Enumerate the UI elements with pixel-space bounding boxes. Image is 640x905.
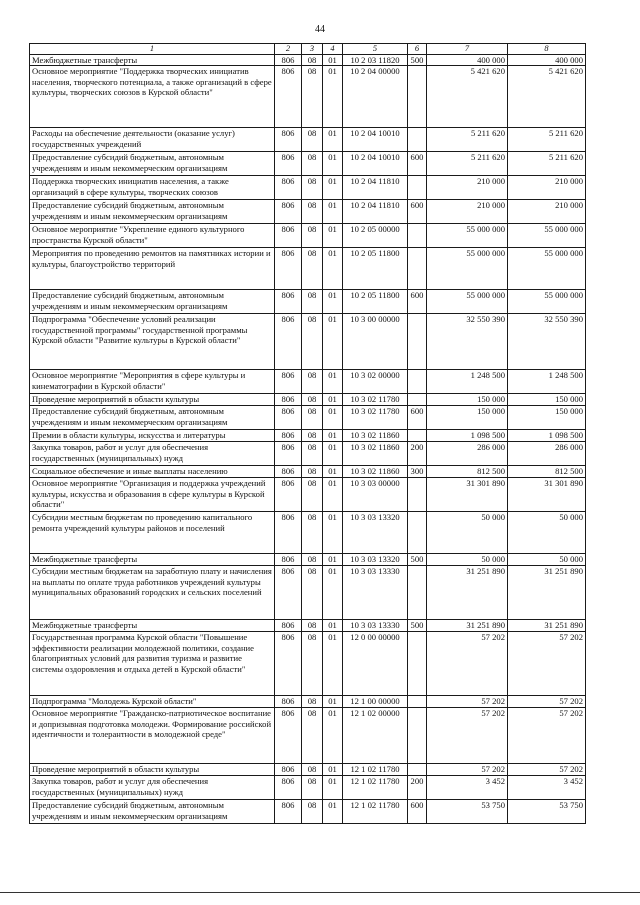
cell-expense-type: [408, 764, 427, 776]
page-number: 44: [315, 24, 325, 35]
cell-ministry-code: 806: [275, 554, 302, 566]
cell-name: Предоставление субсидий бюджетным, автономным учреждениям и иным некоммерческим организациям: [30, 800, 275, 824]
cell-target-article: 10 2 04 11810: [343, 176, 408, 200]
cell-amount-year1: 1 248 500: [427, 370, 508, 394]
cell-expense-type: [408, 66, 427, 128]
cell-amount-year1: 55 000 000: [427, 224, 508, 248]
cell-subsection: 01: [323, 800, 343, 824]
table-row: [30, 200, 586, 224]
cell-expense-type: 600: [408, 406, 427, 430]
cell-name: Подпрограмма "Молодежь Курской области": [30, 696, 275, 708]
cell-section: 08: [302, 394, 323, 406]
cell-name: Подпрограмма "Обеспечение условий реализации государственной программы" государственной программы Курской области "Развитие культуры в Курской области": [30, 314, 275, 370]
cell-section: 08: [302, 442, 323, 466]
cell-expense-type: [408, 632, 427, 696]
cell-amount-year2: 1 098 500: [508, 430, 586, 442]
cell-target-article: 12 1 00 00000: [343, 696, 408, 708]
table-row: [30, 708, 586, 764]
cell-target-article: 10 3 03 13330: [343, 620, 408, 632]
cell-name: Межбюджетные трансферты: [30, 620, 275, 632]
table-row: [30, 128, 586, 152]
cell-subsection: 01: [323, 512, 343, 554]
cell-section: 08: [302, 224, 323, 248]
cell-section: 08: [302, 478, 323, 512]
cell-expense-type: [408, 708, 427, 764]
cell-amount-year1: 150 000: [427, 394, 508, 406]
table-row: [30, 406, 586, 430]
cell-expense-type: [408, 370, 427, 394]
cell-target-article: 10 2 05 11800: [343, 290, 408, 314]
cell-ministry-code: 806: [275, 776, 302, 800]
cell-section: 08: [302, 248, 323, 290]
cell-amount-year2: 32 550 390: [508, 314, 586, 370]
table-row: [30, 290, 586, 314]
cell-amount-year1: 1 098 500: [427, 430, 508, 442]
cell-subsection: 01: [323, 430, 343, 442]
cell-amount-year2: 5 211 620: [508, 152, 586, 176]
cell-ministry-code: 806: [275, 248, 302, 290]
column-header-1: 1: [30, 44, 275, 55]
cell-amount-year2: 31 251 890: [508, 620, 586, 632]
cell-ministry-code: 806: [275, 128, 302, 152]
table-row: [30, 394, 586, 406]
column-header-7: 7: [427, 44, 508, 55]
cell-subsection: 01: [323, 620, 343, 632]
cell-target-article: 10 3 02 11780: [343, 406, 408, 430]
cell-subsection: 01: [323, 370, 343, 394]
cell-expense-type: [408, 314, 427, 370]
cell-amount-year1: 812 500: [427, 466, 508, 478]
cell-section: 08: [302, 632, 323, 696]
cell-target-article: 10 3 03 13320: [343, 554, 408, 566]
cell-expense-type: [408, 224, 427, 248]
cell-name: Поддержка творческих инициатив населения, а также организаций в сфере культуры, творческих союзов: [30, 176, 275, 200]
cell-ministry-code: 806: [275, 620, 302, 632]
cell-amount-year1: 55 000 000: [427, 248, 508, 290]
cell-amount-year2: 31 251 890: [508, 566, 586, 620]
table-row: [30, 442, 586, 466]
cell-section: 08: [302, 512, 323, 554]
cell-expense-type: [408, 566, 427, 620]
cell-amount-year1: 53 750: [427, 800, 508, 824]
cell-section: 08: [302, 800, 323, 824]
cell-target-article: 10 3 02 11860: [343, 430, 408, 442]
cell-amount-year2: 53 750: [508, 800, 586, 824]
cell-subsection: 01: [323, 248, 343, 290]
cell-expense-type: [408, 430, 427, 442]
cell-target-article: 12 0 00 00000: [343, 632, 408, 696]
table-header-row: [30, 44, 586, 55]
table-row: [30, 248, 586, 290]
cell-amount-year2: 57 202: [508, 764, 586, 776]
cell-target-article: 10 2 05 00000: [343, 224, 408, 248]
cell-ministry-code: 806: [275, 478, 302, 512]
cell-name: Основное мероприятие "Мероприятия в сфере культуры и кинематографии в Курской области": [30, 370, 275, 394]
cell-ministry-code: 806: [275, 442, 302, 466]
cell-amount-year1: 5 421 620: [427, 66, 508, 128]
cell-amount-year2: 57 202: [508, 696, 586, 708]
cell-name: Основное мероприятие "Организация и поддержка учреждений культуры, искусства и образования в сфере культуры в Курской области": [30, 478, 275, 512]
cell-name: Субсидии местным бюджетам по проведению капитального ремонта учреждений культуры районов и поселений: [30, 512, 275, 554]
cell-amount-year1: 57 202: [427, 696, 508, 708]
cell-amount-year1: 31 301 890: [427, 478, 508, 512]
cell-amount-year2: 50 000: [508, 554, 586, 566]
column-header-2: 2: [275, 44, 302, 55]
cell-subsection: 01: [323, 776, 343, 800]
cell-target-article: 10 3 03 00000: [343, 478, 408, 512]
cell-name: Проведение мероприятий в области культуры: [30, 764, 275, 776]
cell-amount-year1: 400 000: [427, 55, 508, 66]
cell-subsection: 01: [323, 66, 343, 128]
table-row: [30, 764, 586, 776]
cell-ministry-code: 806: [275, 55, 302, 66]
cell-section: 08: [302, 66, 323, 128]
cell-amount-year1: 57 202: [427, 632, 508, 696]
cell-section: 08: [302, 176, 323, 200]
cell-section: 08: [302, 566, 323, 620]
cell-amount-year1: 3 452: [427, 776, 508, 800]
cell-name: Субсидии местным бюджетам на заработную плату и начисления на выплаты по оплате труда работников учреждений культуры муниципальных образований городских и сельских поселений: [30, 566, 275, 620]
cell-expense-type: [408, 696, 427, 708]
cell-amount-year2: 57 202: [508, 632, 586, 696]
budget-table: [29, 43, 586, 824]
column-header-4: 4: [323, 44, 343, 55]
cell-subsection: 01: [323, 394, 343, 406]
cell-amount-year2: 1 248 500: [508, 370, 586, 394]
table-row: [30, 620, 586, 632]
cell-amount-year2: 57 202: [508, 708, 586, 764]
table-row: [30, 224, 586, 248]
cell-ministry-code: 806: [275, 566, 302, 620]
cell-name: Основное мероприятие "Гражданско-патриотическое воспитание и допризывная подготовка молодежи. Формирование российской идентичности и толерантности в молодежной среде": [30, 708, 275, 764]
cell-subsection: 01: [323, 152, 343, 176]
table-row: [30, 512, 586, 554]
cell-expense-type: [408, 248, 427, 290]
cell-section: 08: [302, 314, 323, 370]
cell-subsection: 01: [323, 224, 343, 248]
cell-subsection: 01: [323, 442, 343, 466]
table-row: [30, 696, 586, 708]
cell-ministry-code: 806: [275, 176, 302, 200]
cell-ministry-code: 806: [275, 406, 302, 430]
cell-name: Межбюджетные трансферты: [30, 55, 275, 66]
cell-target-article: 10 2 04 11810: [343, 200, 408, 224]
cell-subsection: 01: [323, 632, 343, 696]
cell-amount-year1: 150 000: [427, 406, 508, 430]
cell-target-article: 12 1 02 11780: [343, 800, 408, 824]
cell-name: Закупка товаров, работ и услуг для обеспечения государственных (муниципальных) нужд: [30, 442, 275, 466]
cell-expense-type: [408, 478, 427, 512]
cell-name: Проведение мероприятий в области культуры: [30, 394, 275, 406]
cell-amount-year2: 31 301 890: [508, 478, 586, 512]
cell-subsection: 01: [323, 406, 343, 430]
cell-target-article: 10 2 03 11820: [343, 55, 408, 66]
cell-ministry-code: 806: [275, 290, 302, 314]
cell-ministry-code: 806: [275, 512, 302, 554]
cell-amount-year1: 210 000: [427, 200, 508, 224]
cell-amount-year2: 55 000 000: [508, 290, 586, 314]
cell-expense-type: 600: [408, 800, 427, 824]
cell-amount-year2: 5 211 620: [508, 128, 586, 152]
cell-section: 08: [302, 55, 323, 66]
cell-ministry-code: 806: [275, 764, 302, 776]
cell-subsection: 01: [323, 554, 343, 566]
cell-subsection: 01: [323, 566, 343, 620]
cell-ministry-code: 806: [275, 394, 302, 406]
cell-target-article: 10 2 05 11800: [343, 248, 408, 290]
cell-expense-type: [408, 176, 427, 200]
cell-subsection: 01: [323, 314, 343, 370]
cell-expense-type: 600: [408, 290, 427, 314]
cell-target-article: 10 2 04 10010: [343, 152, 408, 176]
cell-target-article: 10 2 04 10010: [343, 128, 408, 152]
cell-target-article: 10 3 02 11780: [343, 394, 408, 406]
cell-name: Предоставление субсидий бюджетным, автономным учреждениям и иным некоммерческим организациям: [30, 152, 275, 176]
cell-amount-year2: 5 421 620: [508, 66, 586, 128]
cell-subsection: 01: [323, 55, 343, 66]
table-row: [30, 370, 586, 394]
table-row: [30, 554, 586, 566]
cell-subsection: 01: [323, 176, 343, 200]
cell-expense-type: 300: [408, 466, 427, 478]
table-body: [30, 55, 586, 824]
cell-expense-type: 200: [408, 442, 427, 466]
cell-amount-year1: 50 000: [427, 554, 508, 566]
cell-ministry-code: 806: [275, 430, 302, 442]
cell-name: Основное мероприятие "Укрепление единого культурного пространства Курской области": [30, 224, 275, 248]
cell-subsection: 01: [323, 200, 343, 224]
page-edge-line: [0, 892, 640, 893]
table-row: [30, 800, 586, 824]
table-row: [30, 152, 586, 176]
table-row: [30, 776, 586, 800]
cell-subsection: 01: [323, 478, 343, 512]
cell-section: 08: [302, 128, 323, 152]
cell-name: Расходы на обеспечение деятельности (оказание услуг) государственных учреждений: [30, 128, 275, 152]
cell-ministry-code: 806: [275, 466, 302, 478]
cell-section: 08: [302, 200, 323, 224]
cell-ministry-code: 806: [275, 696, 302, 708]
cell-expense-type: [408, 394, 427, 406]
cell-name: Закупка товаров, работ и услуг для обеспечения государственных (муниципальных) нужд: [30, 776, 275, 800]
cell-subsection: 01: [323, 708, 343, 764]
cell-amount-year1: 50 000: [427, 512, 508, 554]
cell-section: 08: [302, 696, 323, 708]
cell-target-article: 10 3 03 13320: [343, 512, 408, 554]
cell-amount-year2: 812 500: [508, 466, 586, 478]
table-row: [30, 466, 586, 478]
cell-expense-type: [408, 512, 427, 554]
cell-name: Премии в области культуры, искусства и литературы: [30, 430, 275, 442]
cell-amount-year1: 32 550 390: [427, 314, 508, 370]
cell-target-article: 12 1 02 11780: [343, 776, 408, 800]
cell-subsection: 01: [323, 128, 343, 152]
cell-subsection: 01: [323, 290, 343, 314]
cell-amount-year2: 150 000: [508, 406, 586, 430]
cell-amount-year1: 55 000 000: [427, 290, 508, 314]
cell-section: 08: [302, 776, 323, 800]
cell-name: Государственная программа Курской области "Повышение эффективности реализации молодежной политики, создание благоприятных условий для развития туризма и развитие системы оздоровления и отдыха детей в Курской области": [30, 632, 275, 696]
cell-amount-year2: 400 000: [508, 55, 586, 66]
cell-target-article: 12 1 02 00000: [343, 708, 408, 764]
cell-amount-year1: 286 000: [427, 442, 508, 466]
column-header-3: 3: [302, 44, 323, 55]
cell-expense-type: 500: [408, 620, 427, 632]
cell-amount-year2: 210 000: [508, 200, 586, 224]
table-row: [30, 430, 586, 442]
cell-ministry-code: 806: [275, 708, 302, 764]
column-header-6: 6: [408, 44, 427, 55]
cell-amount-year2: 286 000: [508, 442, 586, 466]
cell-target-article: 10 3 03 13330: [343, 566, 408, 620]
cell-section: 08: [302, 554, 323, 566]
cell-name: Предоставление субсидий бюджетным, автономным учреждениям и иным некоммерческим организациям: [30, 200, 275, 224]
cell-section: 08: [302, 764, 323, 776]
table-row: [30, 632, 586, 696]
cell-target-article: 12 1 02 11780: [343, 764, 408, 776]
cell-section: 08: [302, 430, 323, 442]
cell-amount-year2: 150 000: [508, 394, 586, 406]
cell-amount-year1: 210 000: [427, 176, 508, 200]
cell-section: 08: [302, 708, 323, 764]
cell-section: 08: [302, 466, 323, 478]
cell-section: 08: [302, 290, 323, 314]
cell-subsection: 01: [323, 764, 343, 776]
cell-section: 08: [302, 152, 323, 176]
cell-amount-year2: 55 000 000: [508, 224, 586, 248]
cell-ministry-code: 806: [275, 632, 302, 696]
table-row: [30, 478, 586, 512]
cell-expense-type: [408, 128, 427, 152]
cell-target-article: 10 3 02 11860: [343, 466, 408, 478]
cell-section: 08: [302, 406, 323, 430]
cell-name: Предоставление субсидий бюджетным, автономным учреждениям и иным некоммерческим организациям: [30, 406, 275, 430]
cell-amount-year1: 5 211 620: [427, 152, 508, 176]
cell-amount-year1: 31 251 890: [427, 620, 508, 632]
cell-amount-year2: 50 000: [508, 512, 586, 554]
cell-ministry-code: 806: [275, 800, 302, 824]
cell-target-article: 10 3 02 00000: [343, 370, 408, 394]
cell-target-article: 10 3 02 11860: [343, 442, 408, 466]
table-row: [30, 566, 586, 620]
cell-ministry-code: 806: [275, 152, 302, 176]
table-row: [30, 66, 586, 128]
cell-target-article: 10 3 00 00000: [343, 314, 408, 370]
column-header-5: 5: [343, 44, 408, 55]
cell-amount-year1: 5 211 620: [427, 128, 508, 152]
cell-expense-type: 500: [408, 554, 427, 566]
cell-ministry-code: 806: [275, 66, 302, 128]
column-header-8: 8: [508, 44, 586, 55]
cell-expense-type: 600: [408, 200, 427, 224]
cell-amount-year1: 57 202: [427, 764, 508, 776]
cell-amount-year2: 210 000: [508, 176, 586, 200]
cell-subsection: 01: [323, 466, 343, 478]
cell-ministry-code: 806: [275, 200, 302, 224]
table-row: [30, 176, 586, 200]
cell-amount-year2: 3 452: [508, 776, 586, 800]
cell-name: Предоставление субсидий бюджетным, автономным учреждениям и иным некоммерческим организациям: [30, 290, 275, 314]
cell-name: Социальное обеспечение и иные выплаты населению: [30, 466, 275, 478]
cell-name: Межбюджетные трансферты: [30, 554, 275, 566]
cell-ministry-code: 806: [275, 224, 302, 248]
cell-name: Основное мероприятие "Поддержка творческих инициатив населения, творческого потенциала, а также организаций в сфере культуры, творческих союзов в Курской области": [30, 66, 275, 128]
cell-amount-year1: 31 251 890: [427, 566, 508, 620]
cell-ministry-code: 806: [275, 314, 302, 370]
cell-subsection: 01: [323, 696, 343, 708]
cell-expense-type: 600: [408, 152, 427, 176]
cell-section: 08: [302, 370, 323, 394]
cell-expense-type: 500: [408, 55, 427, 66]
table-row: [30, 55, 586, 66]
cell-amount-year1: 57 202: [427, 708, 508, 764]
table-row: [30, 314, 586, 370]
cell-name: Мероприятия по проведению ремонтов на памятниках истории и культуры, благоустройство территорий: [30, 248, 275, 290]
cell-section: 08: [302, 620, 323, 632]
cell-target-article: 10 2 04 00000: [343, 66, 408, 128]
cell-amount-year2: 55 000 000: [508, 248, 586, 290]
cell-ministry-code: 806: [275, 370, 302, 394]
cell-expense-type: 200: [408, 776, 427, 800]
